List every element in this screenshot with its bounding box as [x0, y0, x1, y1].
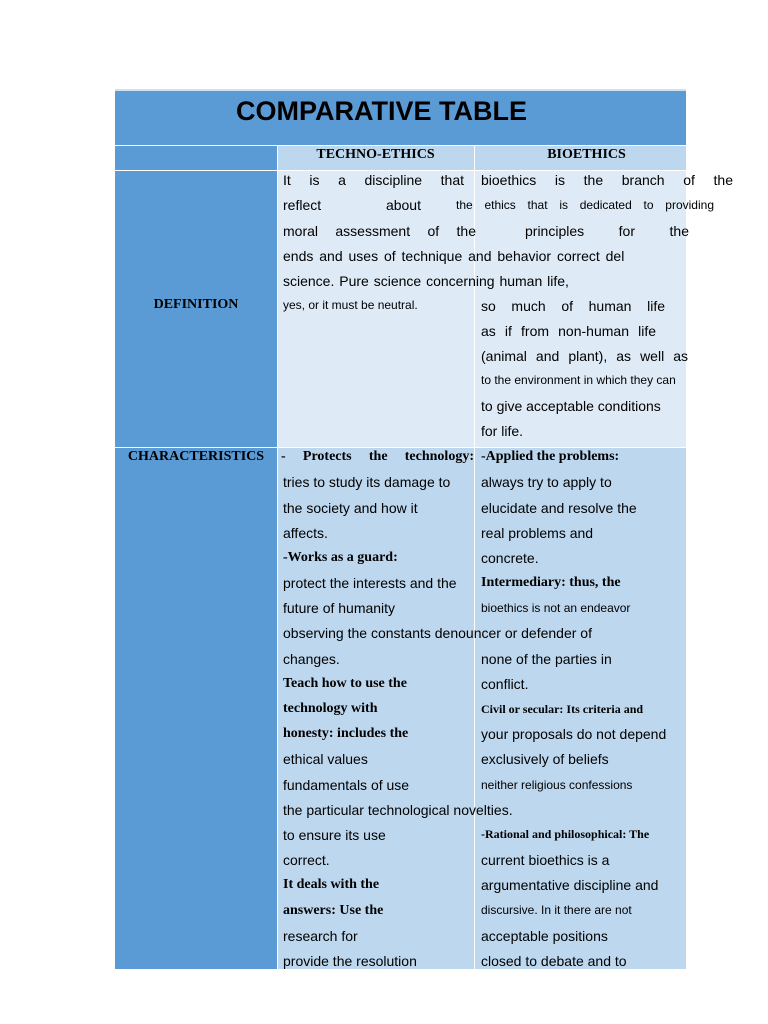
characteristics-bio-line: none of the parties in	[481, 651, 612, 667]
characteristics-bio-line: concrete.	[481, 550, 539, 566]
definition-techno-line: moral assessment of the	[283, 223, 476, 239]
definition-techno-line: yes, or it must be neutral.	[283, 298, 418, 312]
characteristics-bio-line: Civil or secular: Its criteria and	[481, 702, 644, 716]
row-label-characteristics-cell	[115, 447, 277, 969]
characteristics-bio-line: discursive. In it there are not	[481, 903, 632, 917]
definition-bio-line: to the environment in which they can	[481, 373, 676, 387]
characteristics-bio-line: closed to debate and to	[481, 953, 627, 969]
characteristics-bio-line: argumentative discipline and	[481, 877, 659, 893]
header-cell-empty	[115, 145, 277, 170]
row-label-definition: DEFINITION	[153, 297, 239, 312]
page-title: COMPARATIVE TABLE	[236, 96, 527, 126]
characteristics-techno-line: -Works as a guard:	[283, 550, 398, 565]
characteristics-techno-line: answers: Use the	[283, 903, 384, 918]
characteristics-bio-line: Intermediary: thus, the	[481, 575, 621, 590]
definition-bio-line: (animal and plant), as well as	[481, 348, 688, 364]
characteristics-bio-line: elucidate and resolve the	[481, 500, 637, 516]
definition-techno-line: science. Pure science concerning human life,	[283, 273, 569, 289]
characteristics-bio-line: conflict.	[481, 676, 529, 692]
characteristics-techno-line: correct.	[283, 852, 330, 868]
grid-line	[115, 145, 686, 146]
characteristics-bio-line: -Rational and philosophical: The	[481, 827, 650, 841]
characteristics-bio-line: -Applied the problems:	[481, 449, 620, 464]
characteristics-techno-line: It deals with the	[283, 877, 380, 892]
characteristics-techno-line: fundamentals of use	[283, 777, 410, 793]
definition-bio-line: for life.	[481, 423, 524, 439]
characteristics-techno-line: ethical values	[283, 751, 368, 767]
definition-techno-line	[283, 196, 423, 214]
characteristics-techno-line: technology with	[283, 701, 378, 716]
characteristics-techno-line: future of humanity	[283, 600, 396, 616]
characteristics-techno-line: changes.	[283, 651, 340, 667]
definition-techno-line: ends and uses of technique and behavior correct del	[283, 248, 625, 264]
definition-techno-line: It is a discipline that	[283, 172, 464, 188]
definition-techno-line: reflect about	[283, 197, 421, 213]
characteristics-bio-line: exclusively of beliefs	[481, 751, 609, 767]
definition-bio-line: as if from non-human life	[481, 323, 656, 339]
characteristics-techno-line: protect the interests and the	[283, 575, 457, 591]
characteristics-techno-line: provide the resolution	[283, 953, 417, 969]
definition-bio-line: so much of human life	[481, 298, 665, 314]
characteristics-bio-line: always try to apply to	[481, 474, 612, 490]
characteristics-techno-line: Teach how to use the	[283, 676, 407, 691]
definition-bio-line: the ethics that is dedicated to providing	[456, 198, 714, 212]
characteristics-techno-line: - Protects the technology:	[281, 449, 474, 464]
characteristics-bio-line: current bioethics is a	[481, 852, 610, 868]
column-header-techno-ethics: TECHNO-ETHICS	[316, 147, 435, 162]
characteristics-techno-line: the society and how it	[283, 500, 418, 516]
grid-line	[474, 145, 475, 969]
characteristics-bio-line: real problems and	[481, 525, 594, 541]
characteristics-techno-line: honesty: includes the	[283, 726, 409, 741]
definition-bio-line: bioethics is the branch of the	[481, 172, 733, 188]
characteristics-techno-line: to ensure its use	[283, 827, 386, 843]
characteristics-bio-line: bioethics is not an endeavor	[481, 601, 631, 615]
characteristics-techno-line: tries to study its damage to	[283, 474, 451, 490]
definition-bio-line: to give acceptable conditions	[481, 398, 661, 414]
characteristics-techno-line: observing the constants denouncer or defender of	[283, 625, 592, 641]
definition-bio-line: principles for the	[525, 223, 689, 239]
row-label-characteristics: CHARACTERISTICS	[127, 449, 265, 464]
characteristics-techno-line: research for	[283, 928, 358, 944]
characteristics-bio-line: neither religious confessions	[481, 778, 633, 792]
title-row	[115, 89, 686, 145]
column-header-bioethics: BIOETHICS	[547, 147, 626, 162]
characteristics-techno-line: affects.	[283, 525, 328, 541]
characteristics-bio-line: your proposals do not depend	[481, 726, 667, 742]
characteristics-techno-line: the particular technological novelties.	[283, 802, 513, 818]
characteristics-bio-line: acceptable positions	[481, 928, 608, 944]
grid-line	[277, 145, 278, 969]
